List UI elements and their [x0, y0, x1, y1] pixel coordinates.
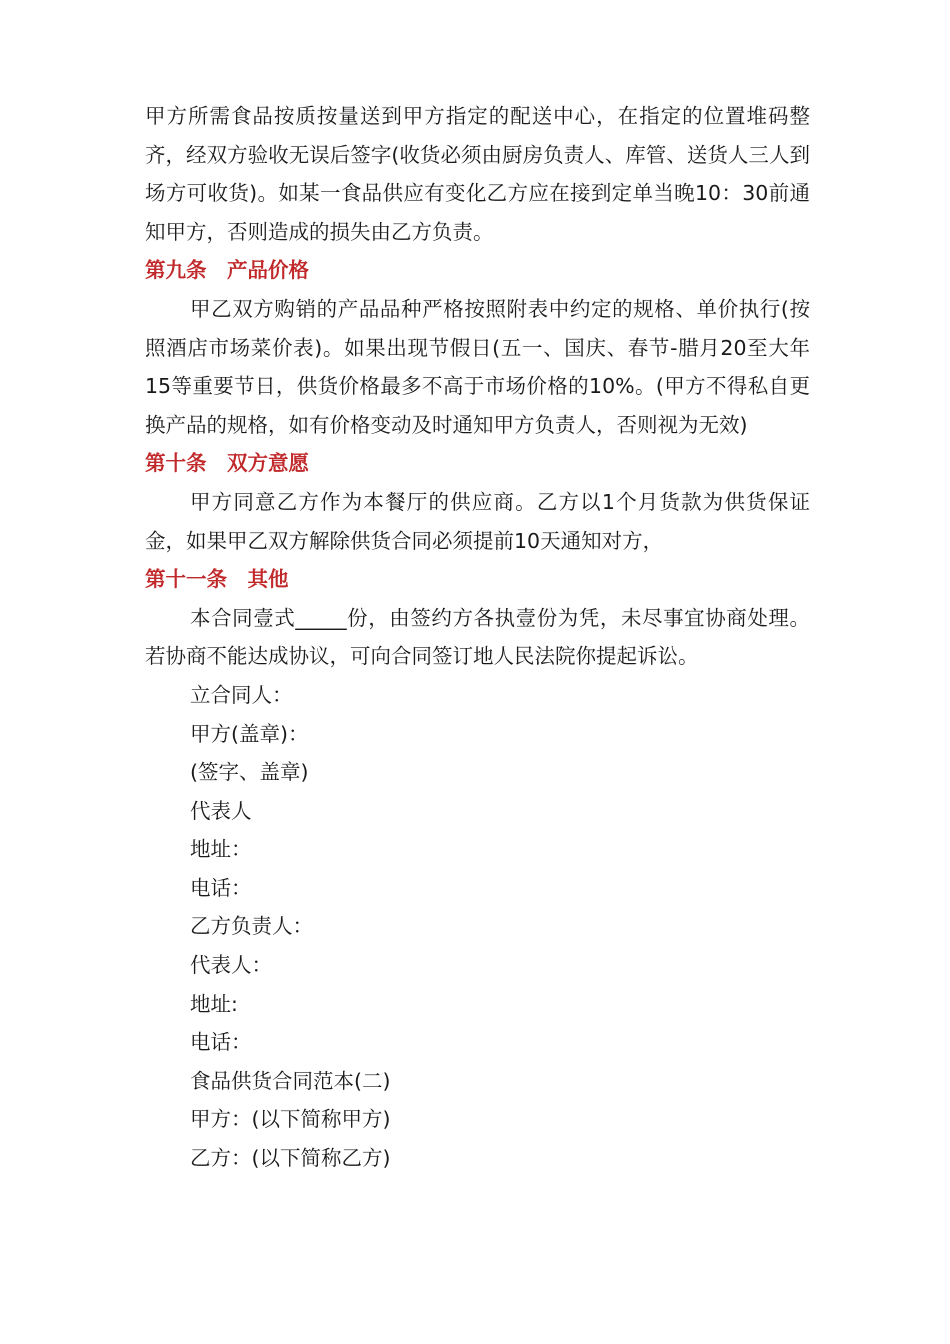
article-11-body: 本合同壹式_____份，由签约方各执壹份为凭，未尽事宜协商处理。若协商不能达成协议，可向合同签订地人民法院你提起诉讼。 — [145, 605, 810, 669]
signature-line-representative-a: 代表人 — [190, 798, 252, 823]
article-10-heading: 第十条 双方意愿 — [145, 451, 309, 476]
signature-line-party-b-head: 乙方负责人： — [190, 914, 313, 939]
article-11-heading: 第十一条 其他 — [145, 567, 289, 592]
article-9-heading: 第九条 产品价格 — [145, 258, 309, 283]
signature-line-contract-party: 立合同人： — [190, 682, 293, 707]
document-body — [145, 97, 810, 1178]
signature-line-party-a-seal: 甲方(盖章)： — [190, 721, 309, 746]
signature-line-representative-b: 代表人： — [190, 953, 272, 978]
article-10-body: 甲方同意乙方作为本餐厅的供应商。乙方以1个月货款为供货保证金，如果甲乙双方解除供货合同必须提前10天通知对方， — [145, 489, 810, 553]
signature-line-address-b: 地址: — [190, 991, 238, 1016]
signature-line-address-a: 地址： — [190, 837, 252, 862]
article-9-body: 甲乙双方购销的产品品种严格按照附表中约定的规格、单价执行(按照酒店市场菜价表)。如果出现节假日(五一、国庆、春节-腊月20至大年15等重要节日，供货价格最多不高于市场价格的10%。(甲方不得私自更换产品的规格，如有价格变动及时通知甲方负责人，否则视为无效) — [145, 296, 810, 437]
second-contract-title: 食品供货合同范本(二) — [190, 1068, 391, 1093]
signature-line-sign-seal: (签字、盖章) — [190, 760, 309, 785]
intro-paragraph: 甲方所需食品按质按量送到甲方指定的配送中心，在指定的位置堆码整齐，经双方验收无误后签字(收货必须由厨房负责人、库管、送货人三人到场方可收货)。如某一食品供应有变化乙方应在接到定单当晚10：30前通知甲方，否则造成的损失由乙方负责。 — [145, 104, 810, 244]
signature-line-phone-b: 电话： — [190, 1030, 252, 1055]
signature-block — [145, 676, 810, 1178]
second-contract-party-b: 乙方：(以下简称乙方) — [190, 1146, 391, 1171]
second-contract-party-a: 甲方：(以下简称甲方) — [190, 1107, 391, 1132]
signature-line-phone-a: 电话： — [190, 875, 252, 900]
